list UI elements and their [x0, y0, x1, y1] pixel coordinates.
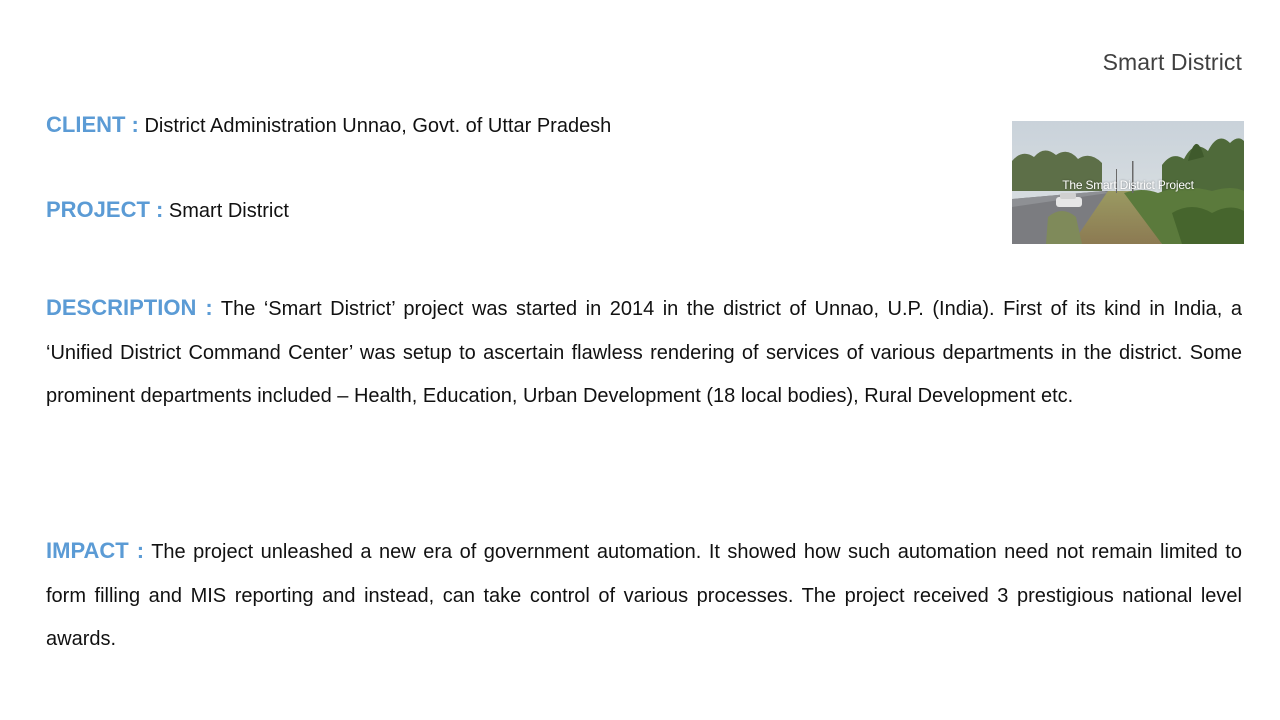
project-line	[46, 197, 289, 223]
description-text: The ‘Smart District’ project was started in 2014 in the district of Unnao, U.P. (India). First of its kind in India, a ‘Unified District Command Center’ was setup to ascertain flawless rendering of services of various departments in the district. Some prominent departments included – Health, Education, Urban Development (18 local bodies), Rural Development etc.	[46, 298, 1242, 407]
client-value: District Administration Unnao, Govt. of Uttar Pradesh	[144, 115, 612, 137]
project-value: Smart District	[168, 200, 289, 222]
client-label: CLIENT :	[46, 112, 139, 137]
thumbnail-caption: The Smart District Project	[1062, 178, 1194, 192]
slide-title: Smart District	[1102, 49, 1242, 75]
client-line	[46, 112, 611, 138]
project-label: PROJECT :	[46, 197, 164, 222]
description-paragraph	[46, 286, 1242, 419]
project-video-thumbnail[interactable]	[1012, 121, 1244, 244]
impact-paragraph	[46, 529, 1242, 662]
description-label: DESCRIPTION :	[46, 295, 213, 320]
impact-label: IMPACT :	[46, 538, 145, 563]
impact-text: The project unleashed a new era of government automation. It showed how such automation need not remain limited to form filling and MIS reporting and instead, can take control of various processes. The project received 3 prestigious national level awards.	[46, 541, 1242, 650]
